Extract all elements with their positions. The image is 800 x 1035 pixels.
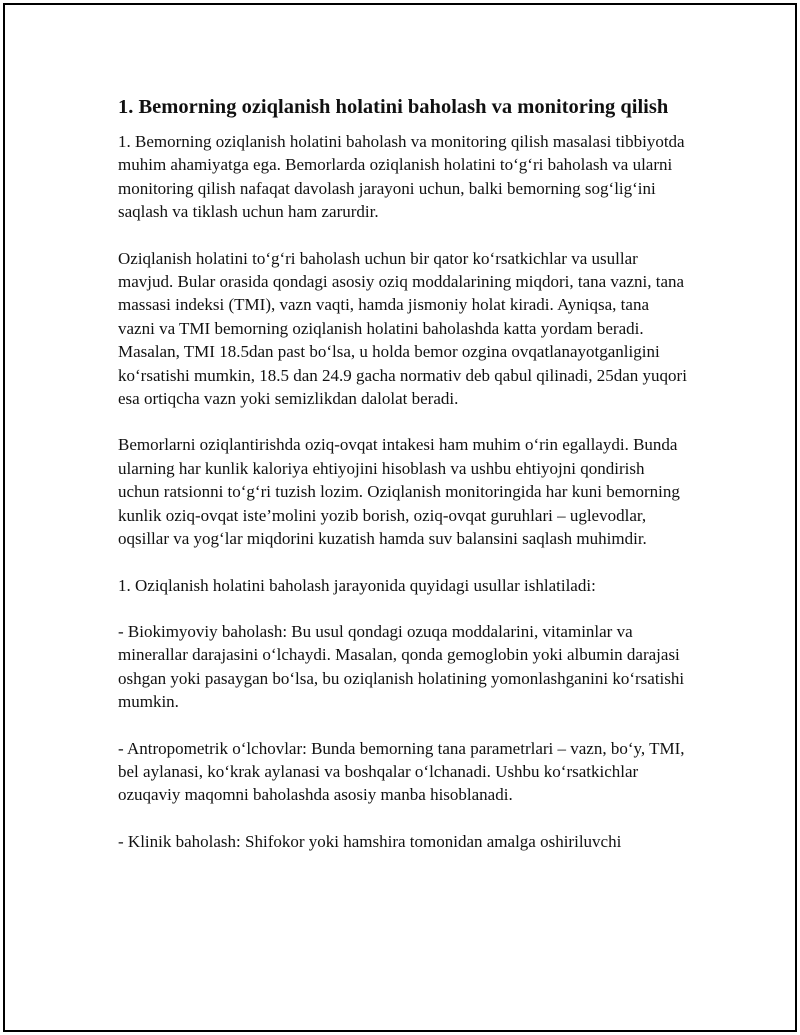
paragraph-intake: Bemorlarni oziqlantirishda oziq-ovqat intakesi ham muhim o‘rin egallaydi. Bunda ularning har kunlik kaloriya ehtiyojini hisoblash va ushbu ehtiyojni qondirish uchun ratsionni to‘g‘ri tuzish lozim. Oziqlanish monitoringida har kuni bemorning kunlik oziq-ovqat iste’molini yozib borish, oziq-ovqat guruhlari – uglevodlar, oqsillar va yog‘lar miqdorini kuzatish hamda suv balansini saqlash muhimdir.: [118, 435, 680, 549]
paragraph-methods-intro: 1. Oziqlanish holatini baholash jarayonida quyidagi usullar ishlatiladi:: [118, 575, 596, 595]
paragraph-indicators: Oziqlanish holatini to‘g‘ri baholash uchun bir qator ko‘rsatkichlar va usullar mavjud. Bular orasida qondagi asosiy oziq moddalarining miqdori, tana vazni, tana massasi indeksi (TMI), vazn vaqti, hamda jismoniy holat kiradi. Ayniqsa, tana vazni va TMI bemorning oziqlanish holatini baholashda katta yordam beradi. Masalan, TMI 18.5dan past bo‘lsa, u holda bemor ozgina ovqatlanayotganligini ko‘rsatishi mumkin, 18.5 dan 24.9 gacha normativ deb qabul qilinadi, 25dan yuqori esa ortiqcha vazn yoki semizlikdan dalolat beradi.: [118, 248, 687, 409]
document-heading: 1. Bemorning oziqlanish holatini baholash va monitoring qilish: [118, 96, 669, 118]
list-item-anthropometric: - Antropometrik o‘lchovlar: Bunda bemorning tana parametrlari – vazn, bo‘y, TMI, bel aylanasi, ko‘krak aylanasi va boshqalar o‘lchanadi. Ushbu ko‘rsatkichlar ozuqaviy maqomni baholashda asosiy manba hisoblanadi.: [118, 738, 685, 805]
list-item-clinical: - Klinik baholash: Shifokor yoki hamshira tomonidan amalga oshiriluvchi: [118, 831, 622, 851]
document-body: [118, 94, 690, 853]
list-item-biochemical: - Biokimyoviy baholash: Bu usul qondagi ozuqa moddalarini, vitaminlar va minerallar darajasini o‘lchaydi. Masalan, qonda gemoglobin yoki albumin darajasi oshgan yoki pasaygan bo‘lsa, bu oziqlanish holatining yomonlashganini ko‘rsatishi mumkin.: [118, 621, 685, 712]
paragraph-intro: 1. Bemorning oziqlanish holatini baholash va monitoring qilish masalasi tibbiyotda muhim ahamiyatga ega. Bemorlarda oziqlanish holatini to‘g‘ri baholash va ularni monitoring qilish nafaqat davolash jarayoni uchun, balki bemorning sog‘lig‘ini saqlash va tiklash uchun ham zarurdir.: [118, 132, 685, 222]
